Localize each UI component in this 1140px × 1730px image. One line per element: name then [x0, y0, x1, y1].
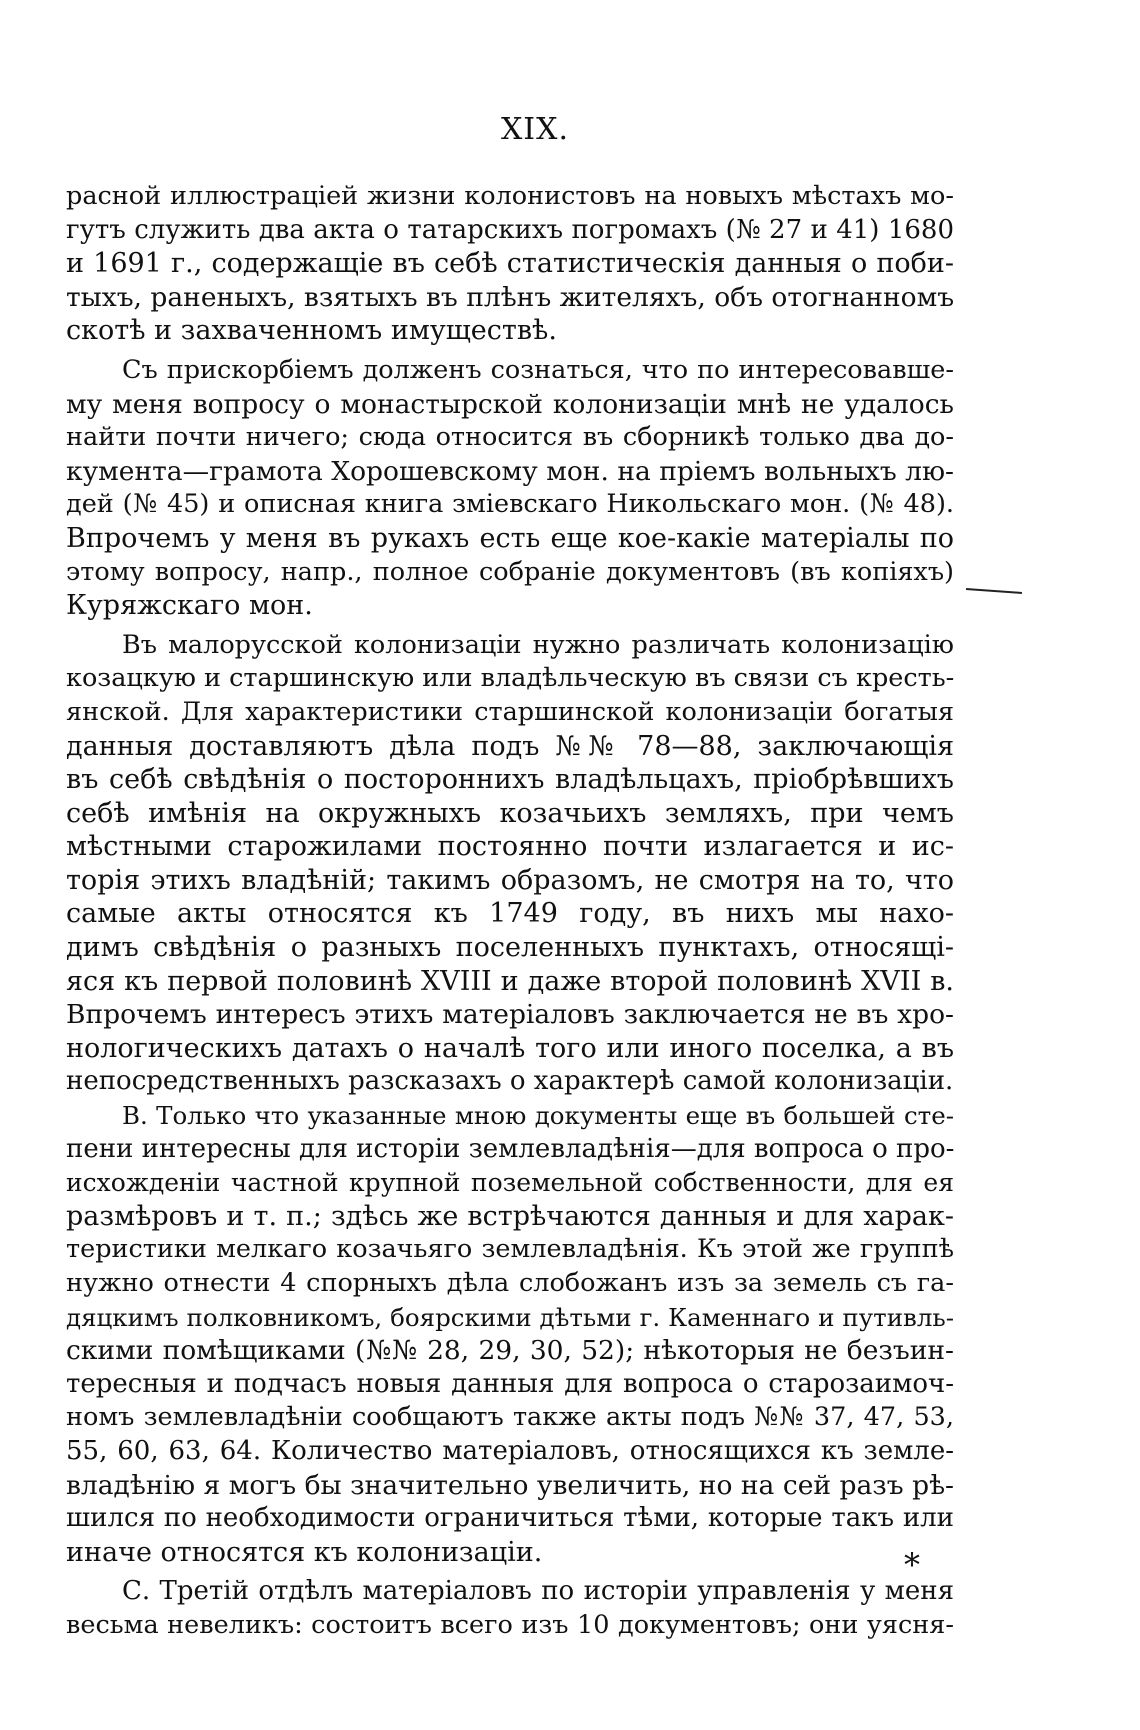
text-line: себѣ имѣнія на окружныхъ козачьихъ земляхъ, при чемъ	[66, 797, 954, 829]
text-line: 55, 60, 63, 64. Количество матеріаловъ, относящихся къ земле-	[66, 1435, 954, 1466]
text-line: теристики мелкаго козачьяго землевладѣнія. Къ этой же группѣ	[66, 1234, 954, 1265]
text-line: шился по необходимости ограничиться тѣми, которые такъ или	[66, 1503, 954, 1534]
text-line: янской. Для характеристики старшинской колонизаціи богатыя	[66, 696, 954, 727]
paragraph-3	[66, 629, 954, 1099]
text-line: въ себѣ свѣдѣнія о постороннихъ владѣльцахъ, пріобрѣвшихъ	[66, 764, 954, 796]
text-line: кумента—грамота Хорошевскому мон. на пріемъ вольныхъ лю-	[66, 455, 954, 487]
text-line: номъ землевладѣніи сообщаютъ также акты подъ №№ 37, 47, 53,	[66, 1402, 954, 1433]
text-line: весьма невеликъ: состоитъ всего изъ 10 документовъ; они уясня-	[66, 1609, 954, 1640]
text-line: данныя доставляютъ дѣла подъ №№ 78—88, заключающія	[66, 730, 954, 762]
text-line: и 1691 г., содержащіе въ себѣ статистическія данныя о поби-	[66, 248, 954, 280]
text-line: иначе относятся къ колонизаціи.	[66, 1536, 543, 1568]
body-text	[66, 180, 954, 1643]
paragraph-1	[66, 180, 954, 348]
text-line: непосредственныхъ разсказахъ о характерѣ самой колонизаціи.	[66, 1066, 954, 1097]
text-line: тересныя и подчасъ новыя данныя для вопроса о старозаимоч-	[66, 1368, 954, 1399]
text-line: му меня вопросу о монастырской колонизаціи мнѣ не удалось	[66, 388, 954, 420]
text-line: С. Третій отдѣлъ матеріаловъ по исторіи управленія у меня	[122, 1576, 954, 1607]
text-line: дяцкимъ полковникомъ, боярскими дѣтьми г. Каменнаго и путивль-	[66, 1302, 954, 1332]
text-line: димъ свѣдѣнія о разныхъ поселенныхъ пунктахъ, относящі-	[66, 932, 954, 964]
paragraph-2	[66, 354, 954, 623]
text-line: Съ прискорбіемъ долженъ сознаться, что по интересовавше-	[122, 354, 954, 385]
text-line: тыхъ, раненыхъ, взятыхъ въ плѣнъ жителяхъ, объ отогнанномъ	[66, 281, 954, 313]
signature-mark: *	[904, 1546, 920, 1584]
text-line: нологическихъ датахъ о началѣ того или иного поселка, а въ	[66, 1032, 954, 1064]
text-line: размѣровъ и т. п.; здѣсь же встрѣчаются данныя и для харак-	[66, 1200, 954, 1232]
text-line: мѣстными старожилами постоянно почти излагается и ис-	[66, 831, 954, 863]
page-number: XIX.	[500, 112, 570, 147]
text-line: скими помѣщиками (№№ 28, 29, 30, 52); нѣкоторыя не безъин-	[66, 1335, 954, 1367]
text-line: В. Только что указанные мною документы еще въ большей сте-	[122, 1101, 954, 1131]
text-line: яся къ первой половинѣ XVIII и даже второй половинѣ XVII в.	[66, 965, 954, 997]
text-line: скотѣ и захваченномъ имуществѣ.	[66, 315, 557, 347]
margin-pencil-mark	[966, 588, 1022, 594]
text-line: найти почти ничего; сюда относится въ сборникѣ только два до-	[66, 422, 954, 453]
text-line: самые акты относятся къ 1749 году, въ нихъ мы нахо-	[66, 898, 954, 930]
text-line: Куряжскаго мон.	[66, 590, 313, 622]
paragraph-5	[66, 1575, 954, 1642]
text-line: торія этихъ владѣній; такимъ образомъ, не смотря на то, что	[66, 864, 954, 896]
paragraph-4	[66, 1099, 954, 1569]
text-line: нужно отнести 4 спорныхъ дѣла слобожанъ изъ за земель съ га-	[66, 1268, 954, 1298]
text-line: Въ малорусской колонизаціи нужно различать колонизацію	[122, 629, 954, 660]
text-line: гутъ служить два акта о татарскихъ погромахъ (№ 27 и 41) 1680	[66, 214, 954, 245]
text-line: расной иллюстраціей жизни колонистовъ на новыхъ мѣстахъ мо-	[66, 181, 954, 211]
text-line: дей (№ 45) и описная книга зміевскаго Никольскаго мон. (№ 48).	[66, 489, 954, 520]
text-line: исхожденіи частной крупной поземельной собственности, для ея	[66, 1168, 954, 1198]
text-line: пени интересны для исторіи землевладѣнія—для вопроса о про-	[66, 1133, 954, 1164]
text-line: Впрочемъ интересъ этихъ матеріаловъ заключается не въ хро-	[66, 999, 954, 1031]
text-line: этому вопросу, напр., полное собраніе документовъ (въ копіяхъ)	[66, 556, 954, 587]
text-line: владѣнію я могъ бы значительно увеличить, но на сей разъ рѣ-	[66, 1469, 954, 1501]
text-line: Впрочемъ у меня въ рукахъ есть еще кое-какіе матеріалы по	[66, 522, 954, 554]
text-line: козацкую и старшинскую или владѣльческую въ связи съ кресть-	[66, 663, 954, 694]
